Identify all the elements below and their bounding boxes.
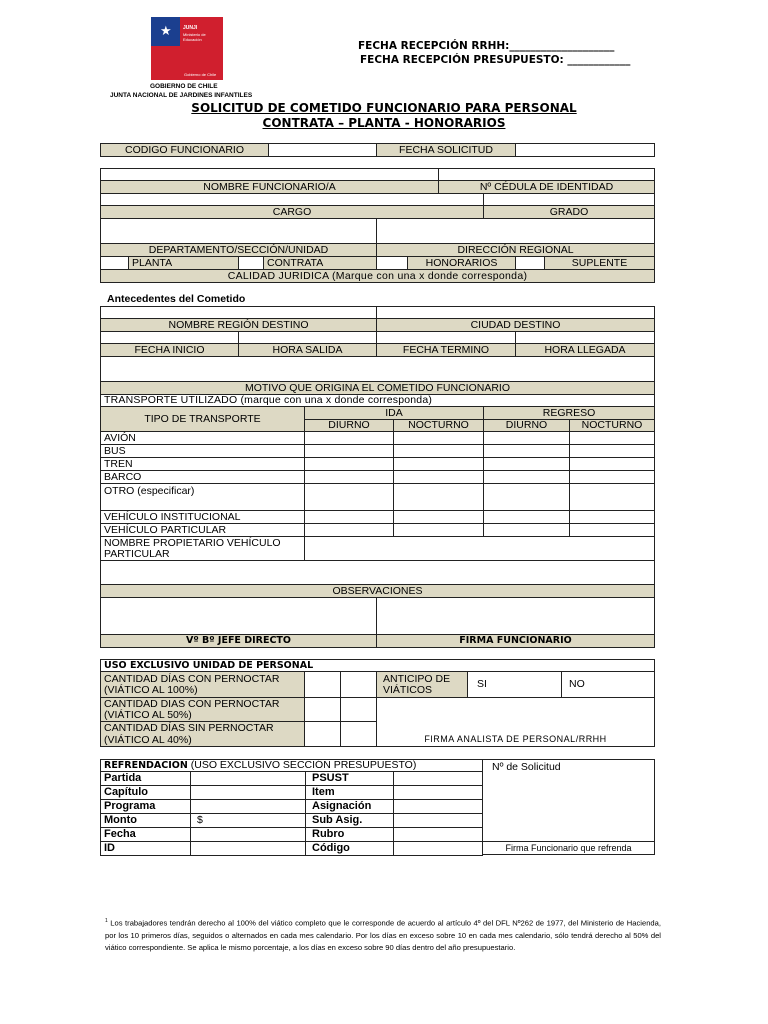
fecha-solicitud-field[interactable] [515,143,655,157]
fecha-termino-label: FECHA TERMINO [376,343,516,357]
cantidad-50-line2: (VIÁTICO AL 50%) [104,709,192,721]
institucional-regreso-nocturno[interactable] [569,510,655,524]
cantidad-50-field-a[interactable] [304,697,341,722]
anticipo-line2: VIÁTICOS [383,684,433,696]
id-label: ID [100,841,191,856]
transporte-avion-label: AVIÓN [100,431,305,445]
avion-ida-diurno[interactable] [304,431,394,445]
psust-field[interactable] [393,771,483,786]
regreso-diurno-label: DIURNO [483,419,570,432]
fecha-inicio-label: FECHA INICIO [100,343,239,357]
org-line2: JUNTA NACIONAL DE JARDINES INFANTILES [110,92,253,99]
motivo-field[interactable] [100,356,655,382]
footnote-text: Los trabajadores tendrán derecho al 100% del viático completo que le corresponde de acuerdo al artículo 4º del DFL Nº262 de 1977, del Ministerio de Hacienda, por los 10 primeros días, seguidos o alternados en cada mes calendario. Por los días en exceso sobre 10 en cada mes calendario, sólo tendrá derecho al 50% del viático correspondiente. Se aplica le mismo porcentaje, a los días en exceso sobre 90 días dentro del año presupuestario. [105,918,661,952]
psust-label: PSUST [305,771,394,786]
firma-analista-box[interactable] [376,697,655,747]
tipo-transporte-label: TIPO DE TRANSPORTE [100,406,305,432]
ida-label: IDA [304,406,484,420]
cantidad-100-field-b[interactable] [340,671,377,698]
codigo-funcionario-field[interactable] [268,143,377,157]
transporte-barco-label: BARCO [100,470,305,484]
partida-field[interactable] [190,771,306,786]
propietario-label [100,536,305,561]
rubro-field[interactable] [393,827,483,842]
org-line1: GOBIERNO DE CHILE [150,83,218,90]
sub-asig-label: Sub Asig. [305,813,394,828]
cantidad-40-line1: CANTIDAD DÍAS SIN PERNOCTAR [104,722,274,734]
item-field[interactable] [393,785,483,800]
cantidad-100-label [100,671,305,698]
uso-personal-heading: USO EXCLUSIVO UNIDAD DE PERSONAL [100,659,655,672]
regreso-label: REGRESO [483,406,655,420]
direccion-label: DIRECCIÓN REGIONAL [376,243,655,257]
institucional-ida-nocturno[interactable] [393,510,484,524]
otro-ida-nocturno[interactable] [393,483,484,511]
capitulo-label: Capítulo [100,785,191,800]
honorarios-checkbox[interactable] [376,256,408,270]
transporte-otro-label: OTRO (especificar) [100,483,305,511]
motivo-label: MOTIVO QUE ORIGINA EL COMETIDO FUNCIONARIO [100,381,655,395]
particular-regreso-nocturno[interactable] [569,523,655,537]
footnote-mark: 1 [105,918,108,924]
programa-field[interactable] [190,799,306,814]
avion-regreso-diurno[interactable] [483,431,570,445]
cantidad-50-label [100,697,305,722]
propietario-label-line1: NOMBRE PROPIETARIO VEHÍCULO [104,536,281,549]
codigo-label: Código [305,841,394,856]
institucional-regreso-diurno[interactable] [483,510,570,524]
cantidad-40-field-a[interactable] [304,721,341,747]
departamento-label: DEPARTAMENTO/SECCIÓN/UNIDAD [100,243,377,257]
contrata-label: CONTRATA [263,256,377,270]
fecha-label: Fecha [100,827,191,842]
barco-ida-nocturno[interactable] [393,470,484,484]
firma-analista-label: FIRMA ANALISTA DE PERSONAL/RRHH [424,734,607,744]
region-destino-label: NOMBRE REGIÓN DESTINO [100,318,377,332]
n-solicitud-box[interactable] [482,759,655,842]
n-solicitud-label: Nº de Solicitud [492,761,561,773]
tren-regreso-nocturno[interactable] [569,457,655,471]
refrendacion-heading-rest: (USO EXCLUSIVO SECCIÓN PRESUPUESTO) [187,759,417,772]
hora-salida-label: HORA SALIDA [238,343,377,357]
programa-label: Programa [100,799,191,814]
ida-diurno-label: DIURNO [304,419,394,432]
tren-ida-nocturno[interactable] [393,457,484,471]
transporte-bus-label: BUS [100,444,305,458]
otro-ida-diurno[interactable] [304,483,394,511]
cantidad-40-line2: (VIÁTICO AL 40%) [104,733,192,746]
bus-ida-nocturno[interactable] [393,444,484,458]
regreso-nocturno-label: NOCTURNO [569,419,655,432]
planta-checkbox[interactable] [100,256,129,270]
monto-currency: $ [197,814,203,827]
anticipo-si-option[interactable]: SI [467,671,562,698]
transporte-vehiculo-institucional-label: VEHÍCULO INSTITUCIONAL [100,510,305,524]
ciudad-destino-label: CIUDAD DESTINO [376,318,655,332]
transporte-tren-label: TREN [100,457,305,471]
form-title-1: SOLICITUD DE COMETIDO FUNCIONARIO PARA PERSONAL [191,101,577,115]
fecha-solicitud-label: FECHA SOLICITUD [376,143,516,157]
propietario-field[interactable] [304,536,655,561]
departamento-field[interactable] [100,218,377,244]
firma-refrenda-label: Firma Funcionario que refrenda [505,842,632,853]
observaciones-label: OBSERVACIONES [100,584,655,598]
bus-regreso-nocturno[interactable] [569,444,655,458]
fecha-recepcion-rrhh: FECHA RECEPCIÓN RRHH:____________________ [358,40,615,52]
asignacion-label: Asignación [305,799,394,814]
firma-refrenda-box[interactable] [482,841,655,855]
gobierno-logo: ★ JUNJI Ministerio de Educación Gobierno de Chile [151,17,223,80]
refrendacion-heading-bold: REFRENDACIÓN [104,759,188,771]
particular-regreso-diurno[interactable] [483,523,570,537]
firma-funcionario-field[interactable] [376,597,655,635]
antecedentes-heading: Antecedentes del Cometido [107,293,246,305]
fecha-field[interactable] [190,827,306,842]
bus-ida-diurno[interactable] [304,444,394,458]
cantidad-100-line1: CANTIDAD DÍAS CON PERNOCTAR [104,672,280,685]
contrata-checkbox[interactable] [238,256,264,270]
rubro-label: Rubro [305,827,394,842]
anticipo-no-option[interactable]: NO [561,671,655,698]
cargo-label: CARGO [100,205,484,219]
bus-regreso-diurno[interactable] [483,444,570,458]
monto-label: Monto [100,813,191,828]
institucional-ida-diurno[interactable] [304,510,394,524]
monto-field[interactable] [190,813,306,828]
barco-ida-diurno[interactable] [304,470,394,484]
fecha-recepcion-presupuesto: FECHA RECEPCIÓN PRESUPUESTO: ____________ [360,54,631,66]
ida-nocturno-label: NOCTURNO [393,419,484,432]
propietario-label-line2: PARTICULAR [104,548,170,560]
suplente-checkbox[interactable] [515,256,545,270]
cantidad-100-line2: (VIÁTICO AL 100%) [104,684,198,696]
avion-regreso-nocturno[interactable] [569,431,655,445]
cantidad-50-line1: CANTIDAD DIAS CON PERNOCTAR [104,697,280,710]
barco-regreso-diurno[interactable] [483,470,570,484]
sub-asig-field[interactable] [393,813,483,828]
cantidad-100-field-a[interactable] [304,671,341,698]
item-label: Item [305,785,394,800]
nombre-label: NOMBRE FUNCIONARIO/A [100,180,439,194]
avion-ida-nocturno[interactable] [393,431,484,445]
direccion-field[interactable] [376,218,655,244]
otro-regreso-diurno[interactable] [483,483,570,511]
particular-ida-diurno[interactable] [304,523,394,537]
partida-label: Partida [100,771,191,786]
particular-ida-nocturno[interactable] [393,523,484,537]
vb-jefe-label: Vº Bº JEFE DIRECTO [100,634,377,648]
honorarios-label: HONORARIOS [407,256,516,270]
transporte-utilizado-label: TRANSPORTE UTILIZADO (marque con una x donde corresponda) [100,394,655,407]
cantidad-40-label [100,721,305,747]
transporte-vehiculo-particular-label: VEHÍCULO PARTICULAR [100,523,305,537]
anticipo-line1: ANTICIPO DE [383,672,451,685]
cantidad-50-field-b[interactable] [340,697,377,722]
blank-row[interactable] [100,560,655,585]
asignacion-field[interactable] [393,799,483,814]
form-title-2: CONTRATA – PLANTA - HONORARIOS [262,116,506,130]
anticipo-label [376,671,468,698]
tren-regreso-diurno[interactable] [483,457,570,471]
firma-funcionario-label: FIRMA FUNCIONARIO [376,634,655,648]
codigo-field[interactable] [393,841,483,856]
capitulo-field[interactable] [190,785,306,800]
calidad-juridica-label: CALIDAD JURIDICA (Marque con una x donde corresponda) [100,269,655,283]
barco-regreso-nocturno[interactable] [569,470,655,484]
id-field[interactable] [190,841,306,856]
footnote [105,915,661,954]
tren-ida-diurno[interactable] [304,457,394,471]
vb-jefe-field[interactable] [100,597,377,635]
cantidad-40-field-b[interactable] [340,721,377,747]
codigo-funcionario-label: CODIGO FUNCIONARIO [100,143,269,157]
grado-label: GRADO [483,205,655,219]
suplente-label: SUPLENTE [544,256,655,270]
cedula-label: Nº CÉDULA DE IDENTIDAD [438,180,655,194]
otro-regreso-nocturno[interactable] [569,483,655,511]
hora-llegada-label: HORA LLEGADA [515,343,655,357]
planta-label: PLANTA [128,256,239,270]
